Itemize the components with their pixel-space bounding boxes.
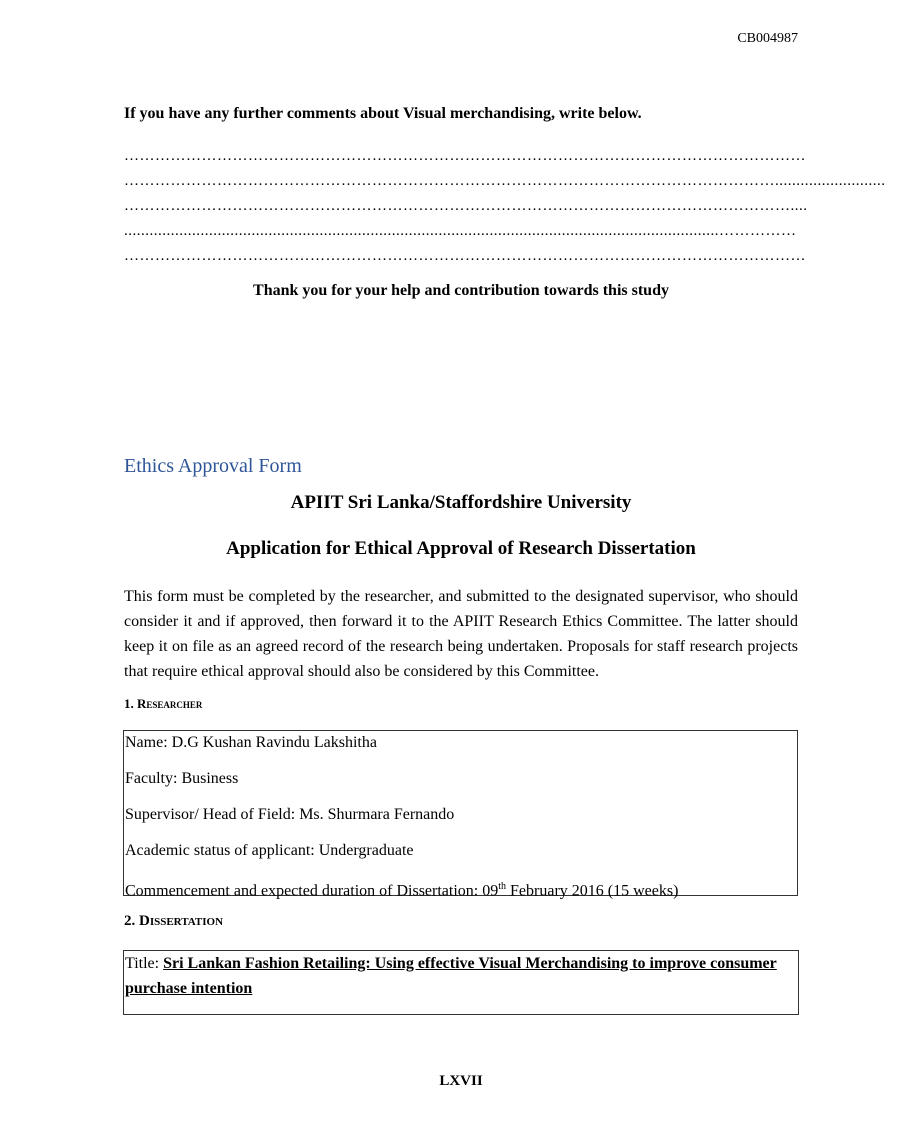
university-name: APIIT Sri Lanka/Staffordshire University	[290, 492, 632, 513]
dissertation-heading: 2. Dissertation	[124, 913, 224, 929]
commencement-prefix: Commencement and expected duration of Dissertation: 09	[125, 882, 499, 900]
dissertation-title-label: Title:	[125, 955, 164, 972]
commencement-sup: th	[498, 881, 507, 892]
page-number: LXVII	[439, 1073, 483, 1089]
comment-line-1: ……………………………………………………………………………………………………………………	[124, 148, 806, 164]
commencement-suffix: February 2016 (15 weeks)	[506, 882, 679, 900]
section-heading: Ethics Approval Form	[124, 455, 302, 477]
comment-line-4: ............................................................................................................................................……………	[124, 223, 797, 239]
comment-line-2: ………………………………………………………………………………………………………………..........................	[124, 173, 886, 189]
comment-line-5: ……………………………………………………………………………………………………………………	[124, 248, 806, 264]
researcher-box	[123, 730, 798, 900]
researcher-supervisor: Supervisor/ Head of Field: Ms. Shurmara Fernando	[125, 806, 455, 823]
researcher-status: Academic status of applicant: Undergraduate	[125, 842, 414, 859]
application-title: Application for Ethical Approval of Research Dissertation	[226, 538, 696, 559]
researcher-commencement	[124, 875, 797, 900]
researcher-name: Name: D.G Kushan Ravindu Lakshitha	[125, 734, 377, 751]
researcher-faculty: Faculty: Business	[125, 770, 239, 787]
dissertation-title: Sri Lankan Fashion Retailing: Using effective Visual Merchandising to improve consumer purchase intention	[125, 955, 777, 997]
document-id: CB004987	[737, 31, 798, 46]
comments-prompt: If you have any further comments about Visual merchandising, write below.	[124, 105, 642, 122]
dissertation-box	[123, 950, 799, 1015]
intro-paragraph: This form must be completed by the researcher, and submitted to the designated supervisor, who should consider it and if approved, then forward it to the APIIT Research Ethics Committee. The latter should keep it on file as an agreed record of the research being undertaken. Proposals for staff research projects that require ethical approval should also be considered by this Committee.	[124, 588, 798, 680]
researcher-heading: 1. Researcher	[124, 696, 203, 711]
thank-you-note: Thank you for your help and contribution towards this study	[253, 282, 669, 299]
comment-line-3: …………………………………………………………………………………………………………………....	[124, 198, 808, 214]
